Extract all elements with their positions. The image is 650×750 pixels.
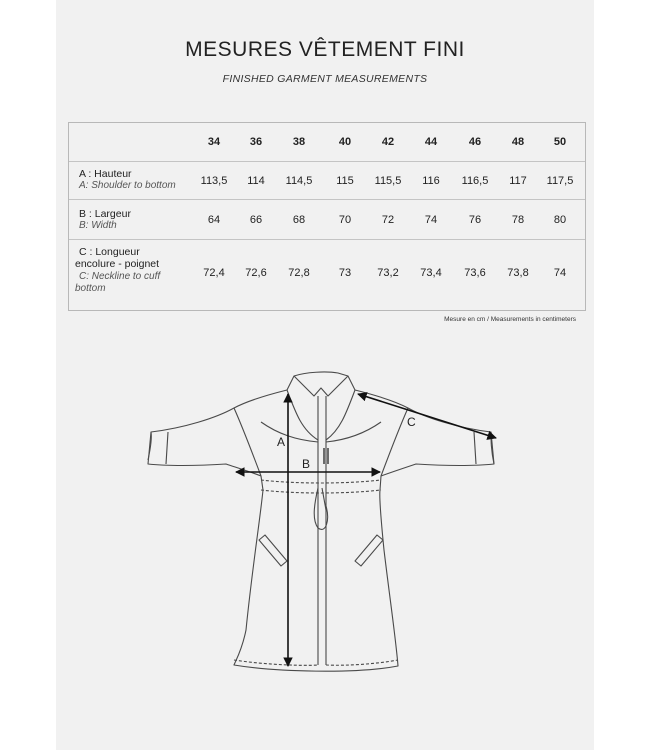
- table-cell: 68: [292, 214, 306, 226]
- table-cell: 74: [424, 214, 438, 226]
- table-cell: 72: [381, 214, 395, 226]
- table-cell: 116: [422, 175, 440, 187]
- table-cell: 114: [247, 175, 265, 187]
- table-header-row: [69, 123, 585, 161]
- row-sublabel: A: Shoulder to bottom: [79, 180, 176, 191]
- garment-diagram: [56, 360, 594, 690]
- row-label: C : Longueur: [79, 246, 140, 258]
- table-cell: 72,8: [288, 267, 310, 279]
- table-cell: 115,5: [374, 175, 402, 187]
- row-label: A : Hauteur: [79, 168, 132, 180]
- table-cell: 78: [511, 214, 525, 226]
- row-sublabel: C: Neckline to cuff: [79, 271, 161, 282]
- table-cell: 73,2: [377, 267, 399, 279]
- table-cell: 73,4: [420, 267, 442, 279]
- table-row: [69, 161, 585, 200]
- table-cell: 74: [553, 267, 567, 279]
- table-cell: 80: [553, 214, 567, 226]
- units-note: Mesure en cm / Measurements in centimeters: [444, 316, 576, 323]
- measurement-sheet: [56, 0, 594, 750]
- table-cell: 66: [249, 214, 263, 226]
- row-sublabel: B: Width: [79, 220, 117, 231]
- size-header: 50: [553, 136, 567, 148]
- size-header: 44: [424, 136, 438, 148]
- table-cell: 117,5: [546, 175, 574, 187]
- table-row: [69, 199, 585, 240]
- arrow-c: [358, 394, 496, 438]
- table-cell: 73: [338, 267, 352, 279]
- table-cell: 72,6: [245, 267, 267, 279]
- size-header: 48: [511, 136, 525, 148]
- size-header: 34: [207, 136, 221, 148]
- row-label: B : Largeur: [79, 208, 131, 220]
- size-header: 38: [292, 136, 306, 148]
- measurement-arrows: [236, 394, 496, 666]
- table-cell: 116,5: [461, 175, 489, 187]
- table-cell: 72,4: [203, 267, 225, 279]
- size-header: 42: [381, 136, 395, 148]
- size-header: 40: [338, 136, 352, 148]
- table-cell: 114,5: [285, 175, 313, 187]
- table-cell: 73,8: [507, 267, 529, 279]
- page-subtitle: FINISHED GARMENT MEASUREMENTS: [222, 73, 428, 85]
- row-label-continued: encolure - poignet: [75, 258, 160, 270]
- label-b: B: [302, 457, 311, 471]
- row-sublabel-continued: bottom: [75, 283, 106, 294]
- table-cell: 76: [468, 214, 482, 226]
- table-cell: 73,6: [464, 267, 486, 279]
- table-cell: 115: [336, 175, 354, 187]
- measurement-table: [68, 122, 586, 311]
- label-a: A: [277, 435, 286, 449]
- table-cell: 117: [509, 175, 527, 187]
- table-cell: 70: [338, 214, 352, 226]
- table-row: [69, 239, 585, 310]
- table-cell: 64: [207, 214, 221, 226]
- label-c: C: [407, 415, 416, 429]
- coat-outline: [148, 372, 494, 671]
- size-header: 46: [468, 136, 482, 148]
- size-header: 36: [249, 136, 263, 148]
- table-cell: 113,5: [200, 175, 228, 187]
- page-title: MESURES VÊTEMENT FINI: [185, 38, 465, 61]
